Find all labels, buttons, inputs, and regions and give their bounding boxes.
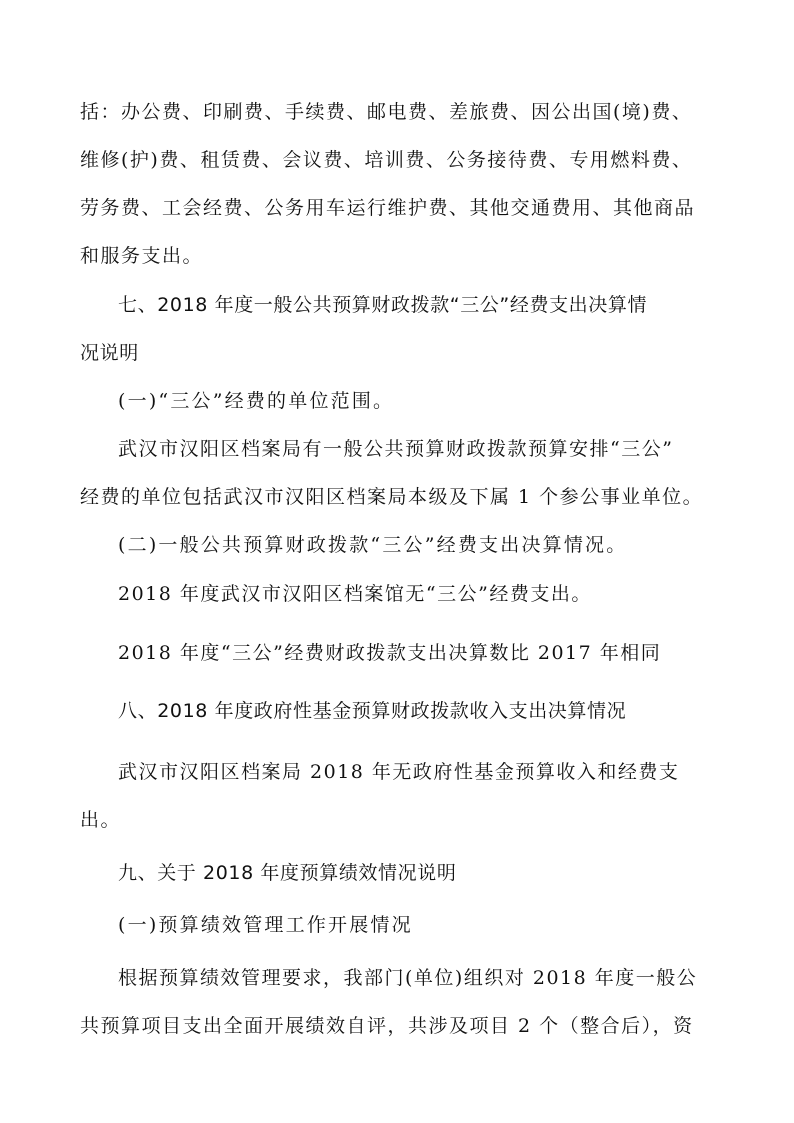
section-heading-7: 七、2018 年度一般公共预算财政拨款“三公”经费支出决算情: [118, 294, 648, 316]
paragraph-line: 出。: [80, 809, 122, 831]
paragraph-line: 劳务费、工会经费、公务用车运行维护费、其他交通费用、其他商品: [80, 197, 696, 219]
subsection-heading: (一)预算绩效管理工作开展情况: [118, 914, 413, 936]
paragraph-line: 括：办公费、印刷费、手续费、邮电费、差旅费、因公出国(境)费、: [80, 101, 693, 123]
paragraph-line: 维修(护)费、租赁费、会议费、培训费、公务接待费、专用燃料费、: [80, 149, 693, 171]
section-heading-8: 八、2018 年度政府性基金预算财政拨款收入支出决算情况: [118, 700, 627, 722]
paragraph-line: 经费的单位包括武汉市汉阳区档案局本级及下属 1 个参公事业单位。: [80, 486, 704, 508]
paragraph-line: 武汉市汉阳区档案局 2018 年无政府性基金预算收入和经费支: [118, 761, 680, 783]
paragraph-line: 2018 年度“三公”经费财政拨款支出决算数比 2017 年相同: [118, 642, 662, 664]
paragraph-line: 根据预算绩效管理要求，我部门(单位)组织对 2018 年度一般公: [118, 967, 698, 989]
paragraph-line: 2018 年度武汉市汉阳区档案馆无“三公”经费支出。: [118, 583, 592, 605]
subsection-heading: (一)“三公”经费的单位范围。: [118, 390, 395, 412]
paragraph-line: 和服务支出。: [80, 245, 204, 267]
paragraph-line: 共预算项目支出全面开展绩效自评，共涉及项目 2 个（整合后），资: [80, 1015, 694, 1037]
paragraph-line: 武汉市汉阳区档案局有一般公共预算财政拨款预算安排“三公”: [118, 438, 674, 460]
section-heading-9: 九、关于 2018 年度预算绩效情况说明: [118, 862, 457, 884]
section-heading-7-cont: 况说明: [80, 342, 139, 364]
subsection-heading: (二)一般公共预算财政拨款“三公”经费支出决算情况。: [118, 534, 628, 556]
